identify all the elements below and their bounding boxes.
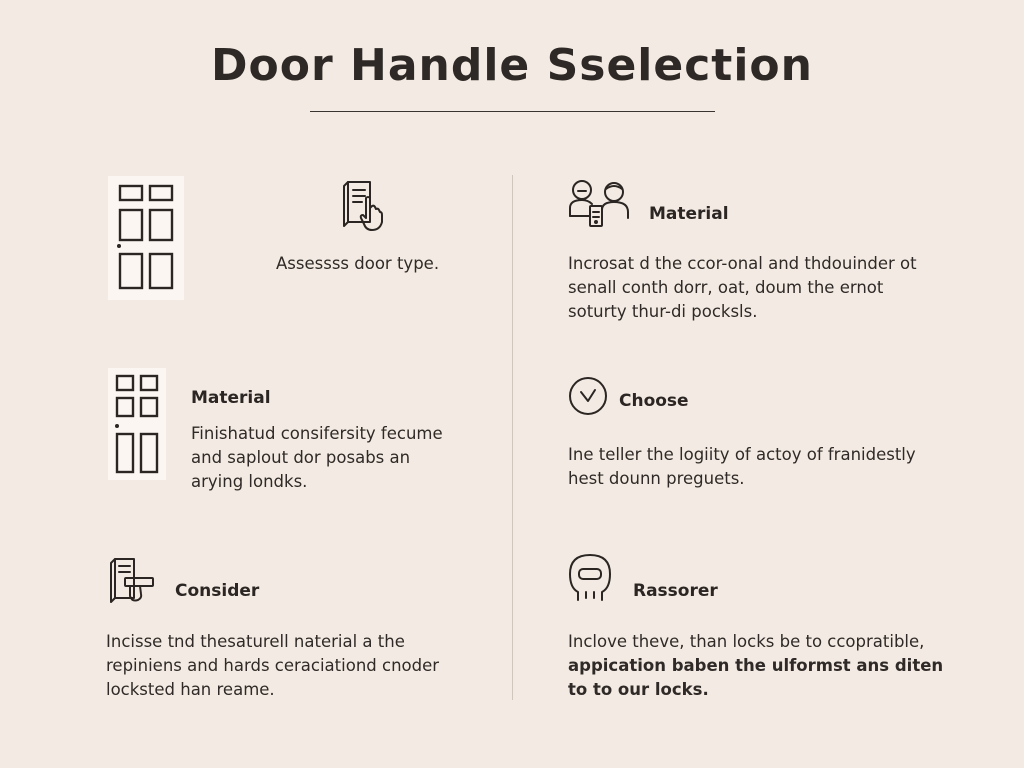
step-3-line-3: arying londks.	[191, 472, 308, 491]
check-circle-icon	[568, 376, 608, 416]
step-3-line-1: Finishatud consifersity fecume	[191, 424, 443, 443]
step-2-line-1: Incrosat d the ccor-onal and thdouinder ot	[568, 254, 917, 273]
title-underline	[310, 111, 715, 112]
step-2-description	[568, 252, 917, 324]
step-3-line-2: and saplout dor posabs an	[191, 448, 411, 467]
step-4-line-2: hest dounn preguets.	[568, 469, 745, 488]
step-6-heading: Rassorer	[633, 581, 718, 601]
step-5-heading: Consider	[175, 581, 260, 601]
step-5-line-2: repiniens and hards ceraciationd cnoder	[106, 656, 440, 675]
step-6-line-3: to to our locks.	[568, 680, 709, 699]
step-2-line-2: senall conth dorr, oat, doum the ernot	[568, 278, 884, 297]
step-3-description	[191, 422, 443, 494]
step-6-line-2: appication baben the ulformst ans diten	[568, 656, 944, 675]
step-5-description	[106, 630, 439, 702]
step-4-line-1: Ine teller the logiity of actoy of franidestly	[568, 445, 916, 464]
step-2-heading: Material	[649, 204, 729, 224]
robot-face-icon	[566, 552, 614, 606]
door-icon	[108, 176, 184, 300]
step-6-line-1: Inclove theve, than locks be to ccopratible,	[568, 632, 925, 651]
step-6-description	[568, 630, 943, 702]
column-divider	[512, 175, 513, 700]
step-5-line-3: locksted han reame.	[106, 680, 275, 699]
document-hand-icon	[340, 178, 388, 234]
step-4-description	[568, 443, 916, 491]
door-icon	[108, 368, 166, 480]
step-1-label: Assessss door type.	[276, 254, 440, 273]
page-title: Door Handle Sselection	[211, 40, 813, 91]
document-handle-icon	[108, 556, 158, 606]
step-4-heading: Choose	[619, 391, 689, 411]
step-5-line-1: Incisse tnd thesaturell naterial a the	[106, 632, 405, 651]
people-tablet-icon	[568, 178, 632, 232]
step-3-heading: Material	[191, 388, 271, 408]
step-2-line-3: soturty thur-di pocksls.	[568, 302, 758, 321]
